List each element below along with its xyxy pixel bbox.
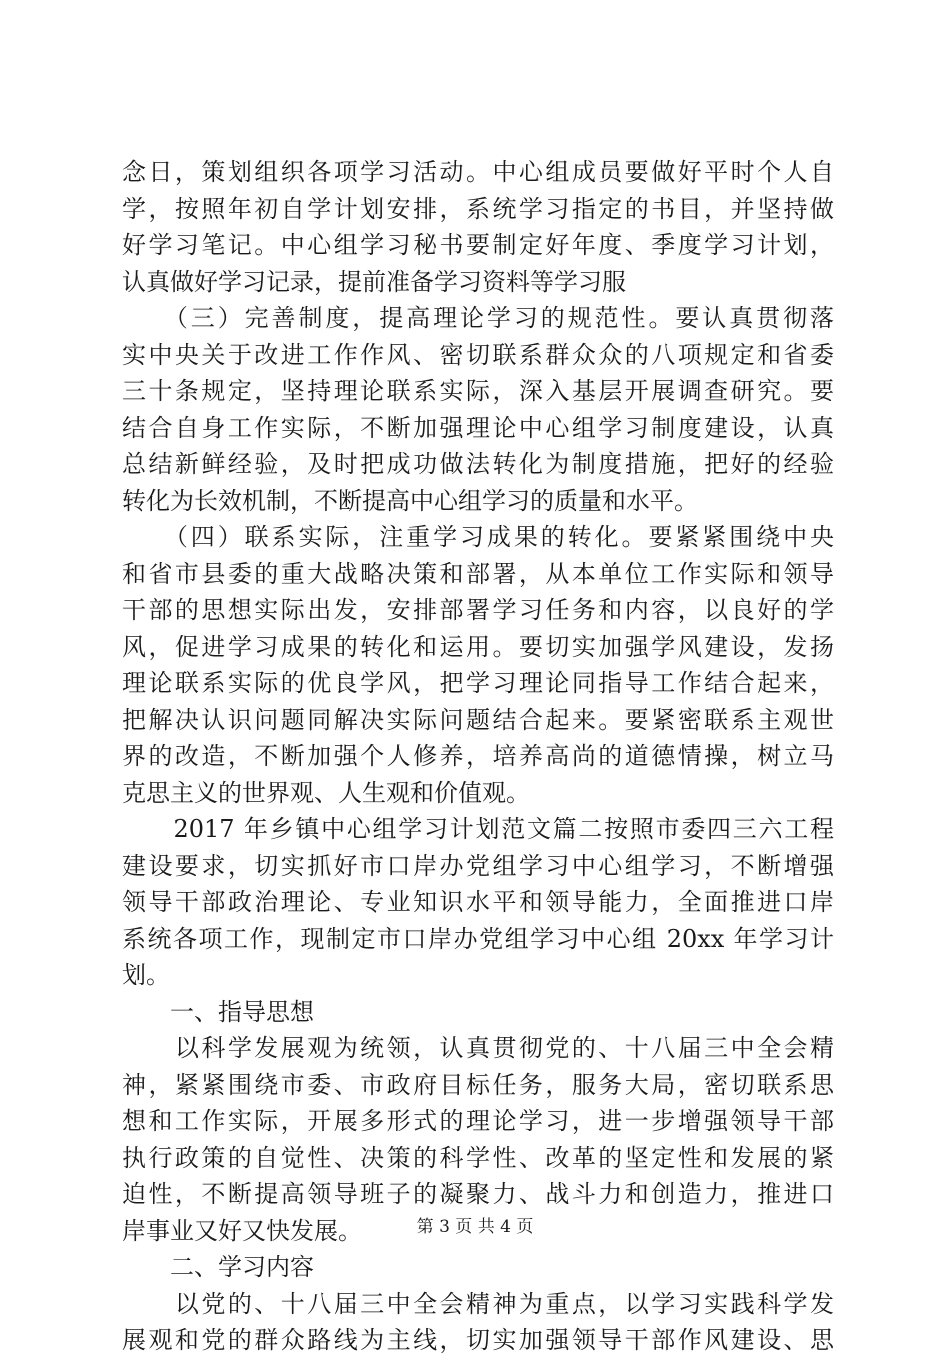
text-line: 干部的思想实际出发，安排部署学习任务和内容，以良好的学 [122, 596, 834, 624]
text-line: （四）联系实际，注重学习成果的转化。要紧紧围绕中央 [122, 523, 834, 551]
text-line: 建设要求，切实抓好市口岸办党组学习中心组学习，不断增强 [122, 851, 834, 880]
text-line: 以党的、十八届三中全会精神为重点，以学习实践科学发 [122, 1289, 834, 1318]
text-line: （三）完善制度，提高理论学习的规范性。要认真贯彻落 [122, 304, 834, 332]
text-line: 系统各项工作，现制定市口岸办党组学习中心组 20xx 年学习计 [122, 924, 834, 953]
section-heading: 一、指导思想 [122, 997, 314, 1026]
text-line: 想和工作实际，开展多形式的理论学习，进一步增强领导干部 [122, 1107, 834, 1135]
text-line: 风，促进学习成果的转化和运用。要切实加强学风建设，发扬 [122, 632, 834, 661]
section-heading: 二、学习内容 [122, 1253, 314, 1281]
text-line: 展观和党的群众路线为主线，切实加强领导干部作风建设、思 [122, 1326, 834, 1354]
text-line: 执行政策的自觉性、决策的科学性、改革的坚定性和发展的紧 [122, 1143, 834, 1172]
text-line: 克思主义的世界观、人生观和价值观。 [122, 778, 530, 807]
text-line: 理论联系实际的优良学风，把学习理论同指导工作结合起来， [122, 669, 834, 697]
text-line: 实中央关于改进工作作风、密切联系群众众的八项规定和省委 [122, 340, 834, 369]
text-line: 界的改造，不断加强个人修养，培养高尚的道德情操，树立马 [122, 742, 834, 770]
text-line: 转化为长效机制，不断提高中心组学习的质量和水平。 [122, 486, 698, 515]
text-line: 领导干部政治理论、专业知识水平和领导能力，全面推进口岸 [122, 888, 834, 916]
text-line: 和省市县委的重大战略决策和部署，从本单位工作实际和领导 [122, 559, 834, 588]
text-line: 2017 年乡镇中心组学习计划范文篇二按照市委四三六工程 [122, 815, 834, 843]
text-line: 总结新鲜经验，及时把成功做法转化为制度措施，把好的经验 [122, 450, 834, 478]
text-line: 认真做好学习记录，提前准备学习资料等学习服 [122, 267, 626, 296]
text-line: 好学习笔记。中心组学习秘书要制定好年度、季度学习计划， [122, 231, 834, 259]
text-line: 神，紧紧围绕市委、市政府目标任务，服务大局，密切联系思 [122, 1070, 834, 1099]
text-line: 念日，策划组织各项学习活动。中心组成员要做好平时个人自 [122, 158, 834, 186]
text-line: 以科学发展观为统领，认真贯彻党的、十八届三中全会精 [122, 1034, 834, 1062]
body-text [122, 154, 834, 1359]
text-line: 结合自身工作实际，不断加强理论中心组学习制度建设，认真 [122, 413, 834, 442]
text-line: 划。 [122, 961, 170, 989]
text-line: 迫性，不断提高领导班子的凝聚力、战斗力和创造力，推进口 [122, 1180, 834, 1208]
text-line: 学，按照年初自学计划安排，系统学习指定的书目，并坚持做 [122, 194, 834, 223]
text-line: 岸事业又好又快发展。 [122, 1216, 362, 1245]
text-line: 把解决认识问题同解决实际问题结合起来。要紧密联系主观世 [122, 705, 834, 734]
page-footer: 第 3 页 共 4 页 [416, 1217, 534, 1237]
text-line: 三十条规定，坚持理论联系实际，深入基层开展调查研究。要 [122, 377, 834, 405]
